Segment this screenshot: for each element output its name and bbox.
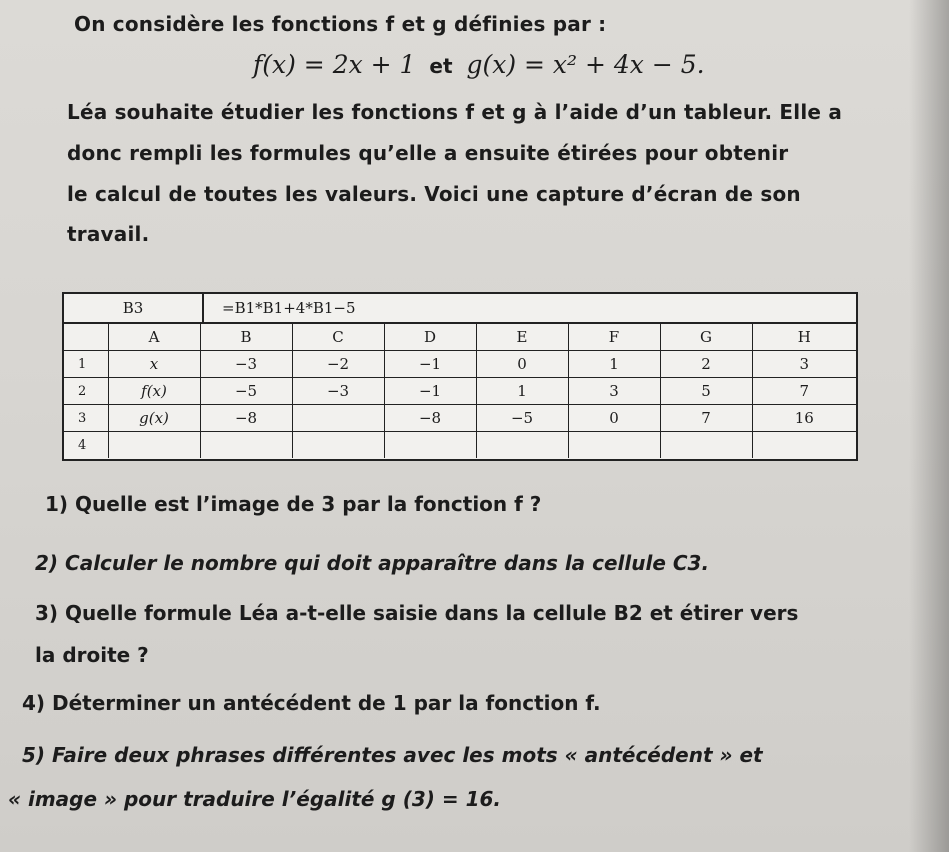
table-cell: 3: [568, 378, 660, 405]
row-header: 3: [64, 405, 108, 432]
intro-line-1: On considère les fonctions f et g définies par :: [74, 12, 607, 36]
table-cell: −2: [292, 351, 384, 378]
table-cell: [476, 432, 568, 459]
formula-bar: [64, 294, 856, 324]
formula-g: g(x) = x² + 4x − 5.: [466, 50, 705, 79]
table-cell: g(x): [108, 405, 200, 432]
table-cell: [108, 432, 200, 459]
table-cell: [292, 405, 384, 432]
intro-line-5: travail.: [67, 222, 150, 246]
table-cell: [568, 432, 660, 459]
table-cell: −1: [384, 351, 476, 378]
table-cell: [384, 432, 476, 459]
table-cell: −3: [200, 351, 292, 378]
intro-line-3: donc rempli les formules qu’elle a ensuite étirées pour obtenir: [67, 141, 789, 165]
table-cell: 7: [752, 378, 856, 405]
column-header: G: [660, 324, 752, 351]
table-cell: 16: [752, 405, 856, 432]
page-shadow: [909, 0, 949, 852]
table-cell: 0: [476, 351, 568, 378]
row-header: 2: [64, 378, 108, 405]
table-cell: [752, 432, 856, 459]
intro-line-4: le calcul de toutes les valeurs. Voici une capture d’écran de son: [67, 182, 801, 206]
table-cell: 3: [752, 351, 856, 378]
table-cell: 2: [660, 351, 752, 378]
table-cell: −5: [476, 405, 568, 432]
question-5-line-2: « image » pour traduire l’égalité g (3) = 16.: [8, 787, 502, 811]
table-cell: 7: [660, 405, 752, 432]
column-header: E: [476, 324, 568, 351]
column-header: [64, 324, 108, 351]
formula-content: =B1*B1+4*B1−5: [222, 299, 356, 317]
question-2: 2) Calculer le nombre qui doit apparaître dans la cellule C3.: [35, 551, 710, 575]
table-row: [64, 432, 856, 459]
table-cell: −8: [384, 405, 476, 432]
column-header: B: [200, 324, 292, 351]
row-header: 1: [64, 351, 108, 378]
column-header: H: [752, 324, 856, 351]
column-header: A: [108, 324, 200, 351]
table-row: [64, 351, 856, 378]
table-cell: 1: [568, 351, 660, 378]
table-cell: −8: [200, 405, 292, 432]
table-cell: −3: [292, 378, 384, 405]
column-header-row: [64, 324, 856, 351]
table-cell: [660, 432, 752, 459]
table-cell: 0: [568, 405, 660, 432]
table-cell: [200, 432, 292, 459]
formula-et: et: [429, 54, 453, 78]
column-header: F: [568, 324, 660, 351]
question-1: 1) Quelle est l’image de 3 par la fonction f ?: [45, 492, 542, 516]
column-header: D: [384, 324, 476, 351]
question-4: 4) Déterminer un antécédent de 1 par la fonction f.: [22, 691, 601, 715]
table-row: [64, 405, 856, 432]
table-cell: −1: [384, 378, 476, 405]
formula-f: f(x) = 2x + 1: [253, 50, 416, 79]
table-cell: f(x): [108, 378, 200, 405]
spreadsheet-grid: [64, 324, 856, 458]
table-cell: 1: [476, 378, 568, 405]
table-cell: 5: [660, 378, 752, 405]
intro-line-2: Léa souhaite étudier les fonctions f et g à l’aide d’un tableur. Elle a: [67, 100, 843, 124]
question-3-line-2: la droite ?: [35, 643, 149, 667]
table-row: [64, 378, 856, 405]
question-3-line-1: 3) Quelle formule Léa a-t-elle saisie dans la cellule B2 et étirer vers: [35, 601, 799, 625]
table-cell: x: [108, 351, 200, 378]
table-cell: [292, 432, 384, 459]
row-header: 4: [64, 432, 108, 459]
function-definitions: [253, 50, 705, 79]
table-cell: −5: [200, 378, 292, 405]
cell-reference: B3: [64, 294, 204, 322]
question-5-line-1: 5) Faire deux phrases différentes avec les mots « antécédent » et: [22, 743, 763, 767]
spreadsheet-capture: [62, 292, 858, 461]
column-header: C: [292, 324, 384, 351]
